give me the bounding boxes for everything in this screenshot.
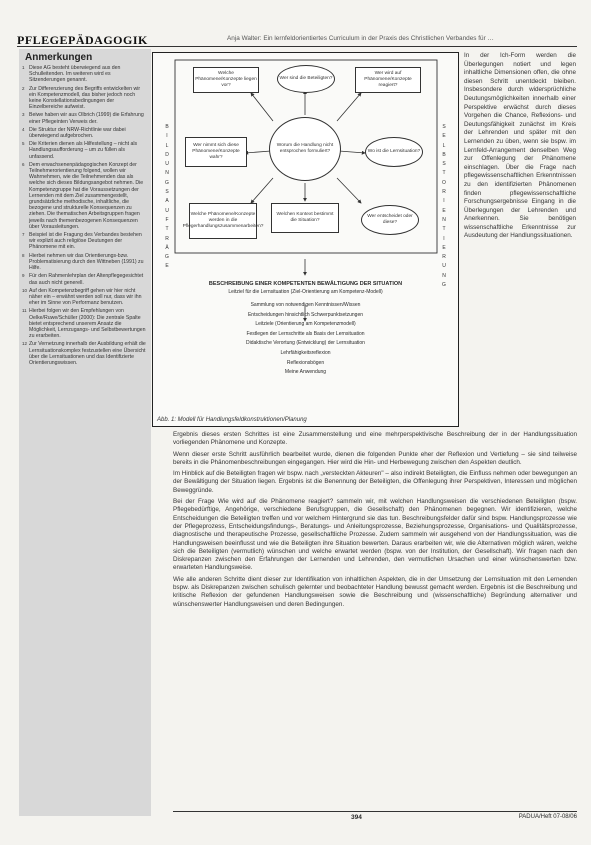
box-learning-situation: Wo ist die Lernsituation? [365,137,423,167]
box-care-actions: Welche Phänomene/Konzepte werden in die Pflegerhandlungszusammenarbeiten? [189,203,257,239]
note-text: Hierbei nehmen wir das Orientierungs-bzw. Problematisierung durch den Wittneben (1991) zu Hilfe. [29,252,144,272]
page-number: 394 [351,814,362,821]
figure-step: Leitziele (Orientierung am Kompetenzmodell) [255,321,356,328]
right-vertical-label: S E L B S T O R I E N T I E R U N G [442,124,446,289]
note-number: 2 [22,85,25,91]
figure-caption: Abb. 1: Modell für Handlungsfeldkonstruktionen/Planung [157,417,307,423]
body-paragraph: Wenn dieser erste Schritt ausführlich bearbeitet wurde, dienen die folgenden Punkte eher der Reflexion und Vertiefung – sie sind teilweise bereits in die Phänomenbeschreibungen eingegangen. Hier wird die Hin- und Herbewegung zwischen den Aspekten deutlich. [173,450,577,466]
box-decision: Wer entscheidet oder diese? [361,205,419,235]
figure-step: Reflexionsbögen [286,359,325,366]
figure-step: Didaktische Verortung (Entwicklung) der Lernsituation [246,340,365,347]
right-column-text: In der Ich-Form werden die Überlegungen notiert und legen inhaltliche Dimensionen offen, die ohne diesen Schritt unentdeckt bleiben. Insbesondere durch widersprüchliche Deutungsmöglichkeiten innerhalb einer Perspektive erwächst durch dieses Vorgehen die Chance, Reflexions- und Deutungsfähigkeit zunächst im Kreis der Lehrenden und später mit den Lernenden zu üben, wenn sie bspw. im Lernfeld-Arrangement denselben Weg zur Offenlegung der Phänomene einschlagen. Über die Frage nach pflegewissenschaftlichen Erkenntnissen zu den identifizierten Phänomenen finden pflegewissenschaftliche Forschungsergebnisse Eingang in die Überlegungen der Lehrenden und Anerkennen. Sie benötigen wissenschaftliche Erkenntnisse zur Ausdeutung der Handlungssituationen. [464,52,576,240]
box-phenomena: Welche Phänomene/Konzepte liegen vor? [193,67,259,93]
figure-step: Lehrfähigkeitsreflexion [280,349,331,356]
main-text [173,431,577,612]
notes-sidebar [19,49,151,816]
figure-steps [153,281,458,378]
body-paragraph: Im Hinblick auf die Beteiligten fragen wir bspw. nach „versteckten Akteuren" – also indirekt Beteiligten, die Einfluss nehmen oder bewegungen an der Bewältigung der Situation liegen. Ergebnis ist die Benennung der Beteiligten, die Offenlegung ihrer Perspektiven, Interessen und möglichen Beweggründe. [173,470,577,494]
box-context: Welchen Kontext bestimmt die Situation? [271,203,339,233]
note-text: Die Kriterien dienen als Hilfestellung – nicht als Handlungsaufforderung – um zu füllen als unfassend. [29,141,138,160]
note-item [22,341,147,366]
note-number: 4 [22,126,25,132]
note-item [22,273,147,286]
box-center: Worum die Handlung nicht entsprochen formuliert? [269,117,341,181]
issue-label: PADUA/Heft 07-08/06 [518,814,577,820]
figure-steps-heading: BESCHREIBUNG EINER KOMPETENTEN BEWÄLTIGUNG DER SITUATION [208,281,403,287]
note-text: Für den Rahmenlehrplan der Altenpflegegesichtet das auch nicht generell. [29,273,144,286]
note-text: Beispiel ist die Fragung des Verbandes bestehen wir explizit auch religiöse Deutungen der Phänomene mit ein. [29,232,142,251]
note-item [22,65,147,84]
body-paragraph: Wie alle anderen Schritte dient dieser zur Identifikation von inhaltlichen Aspekten, die in der Umsetzung der Lernsituation mit den Lernenden bspw. als Diskrepanzen zwischen schulisch gelernter und beobachteter Handlung bewusst gemacht werden. Ergebnis ist die Beschreibung und kritische Reflexion der gefundenen Handlungsweisen sowie die Beschreibung und (wissenschaftliche) Begründung alternativer und wünschenswerter Handlungsweisen und deren Bedingungen. [173,575,577,608]
note-number: 6 [22,161,25,167]
box-perception: Wer nimmt sich diese Phänomene/Konzepte wahr? [185,137,247,167]
note-text: Hierbei folgen wir den Empfehlungen von Oelke/Ruwe/Schüller (2000): Die zentrale Spalte bietet entsprechend unserem Ansatz die Möglichkeit, Lernzugangs- und Selbstbewertungen zu erarbeiten. [29,308,146,340]
body-paragraph: Bei der Frage Wie wird auf die Phänomene reagiert? sammeln wir, mit welchen Handlungsweisen die verschiedenen Beteiligten (bspw. Pflegebedürftige, Angehörige, verschiedene Berufsgruppen, die Gesellschaft) den Phänomenen begegnen. Wir identifizieren, welche Entscheidungen die Beteiligten treffen und vor welchem Hintergrund sie das tun. Beschreibungsfelder dafür sind bspw. Handlungsprozesse wie der Pflegeprozess, Entscheidungsfindungs-, Beratungs- und Anleitungsprozesse, Beziehungsprozesse, Organisations- und Qualitätsprozesse, diagnostische und therapeutische Prozesse, gesellschaftliche Prozesse. Zudem sammeln wir ausgehend von der Handlungssituation, was die Handlungsweisen beeinflusst und wie die Beteiligten ihre Situation bewerten. Daraus erarbeiten wir, wie die Alternativen möglich wären, welche sich die Beteiligten (vermutlich) wünschen und welche erwartet werden (bspw. von der Institution, der Gesellschaft). Wir fragen nach den Diskrepanzen zwischen den Erfahrungen der Lernenden und Lehrenden, den vermutlichen Ursachen und einer wünschenswerten bzw. erwarteten Handlungsweise. [173,498,577,572]
note-text: Dem erwachsenenpädagogischen Konzept der Teilnehmerorientierung folgend, wollen wir Wahrnehmen, wie die Teilnehmenden das als welche sich dieses Bildungsangebot nehmen. Die Kompetenzgruppe hat die Voraussetzungen der Lernenden mit dem Ziel zusammengestellt, grundsätzliche methodische, inhaltliche, die bezogene und strukturelle Konsequenzen zu ziehen. Die thematischen Arbeitsgruppen fragen jeweils nach themenbezogenen Konsequenzen über Vorausleitungen. [29,161,144,230]
note-item [22,126,147,140]
figure-step: Sammlung von notwendigen Kenntnissen/Wissen [250,302,361,308]
note-text: Zur Vernetzung innerhalb der Ausbildung erhält die Lernsituationskomplex festzustellen eine Übersicht über die Lernsituationen und das Identifizierte Orientierungswissen. [29,341,146,366]
note-number: 11 [22,308,27,314]
note-text: Beiwe haben wir aus Olbrich (1999) die Erfahrung einer Pflegeinten Verweis der. [29,112,144,125]
figure-diagram [152,52,459,427]
figure-steps-subheading: Leitziel für die Lernsituation (Ziel-Orientierung am Kompetenz-Modell) [228,289,383,295]
notes-title: Anmerkungen [25,52,93,63]
note-text: Die Struktur der NRW-Richtlinie war dabei überwiegend aufgebrochen. [29,126,126,140]
note-item [22,308,147,340]
figure-step: Meine Anwendung [284,369,327,376]
box-reactions: Wer wird auf Phänomene/Konzepte reagiert? [355,67,421,93]
note-text: Auf den Kompetenzbegriff gehen wir hier nicht näher ein – erwähnt werden soll nur, dass wir ihn eher im Sinne von Performanz benutzen. [29,287,142,307]
note-item [22,252,147,272]
note-number: 7 [22,232,25,238]
note-number: 3 [22,112,25,118]
note-item [22,112,147,125]
note-number: 1 [22,65,25,70]
page-footer [173,811,577,822]
note-item [22,85,147,111]
box-participants: Wer sind die Beteiligten? [277,65,335,93]
note-item [22,161,147,230]
figure-steps-list [153,301,458,378]
masthead [17,33,577,47]
note-item [22,287,147,307]
body-paragraph: Ergebnis dieses ersten Schrittes ist eine Zusammenstellung und eine mehrperspektivische Beschreibung der in der Handlungssituation vorliegenden Phänomene und Konzepte. [173,431,577,447]
notes-list [19,65,151,366]
note-number: 8 [22,252,25,258]
note-number: 12 [22,341,28,347]
note-item [22,232,147,251]
figure-step: Entscheidungen hinsichtlich Schwerpunktsetzungen [247,311,364,318]
running-title: Anja Walter: Ein lernfeldorientiertes Curriculum in der Praxis des Christlichen Verbandes für … [227,35,494,42]
note-number: 9 [22,273,25,279]
magazine-title: PFLEGEPÄDAGOGIK [17,33,148,47]
figure-step: Festlegen der Lernschritte als Basis der Lernsituation [246,330,365,337]
note-number: 10 [22,287,28,293]
note-text: Zur Differenzierung des Begriffs entwickelten wir ein Kompetenzmodell, das bisher jedoch noch keine Konstellationsbedingungen der Einzelbereiche aufweist. [29,85,141,111]
note-number: 5 [22,141,25,147]
note-item [22,141,147,160]
left-vertical-label: B I L D U N G S A U F T R Ä G E [165,124,169,270]
note-text: Diese AG besteht überwiegend aus den Schulleitenden. Im weiteren wird es Sitzenderungen genannt. [29,65,121,84]
